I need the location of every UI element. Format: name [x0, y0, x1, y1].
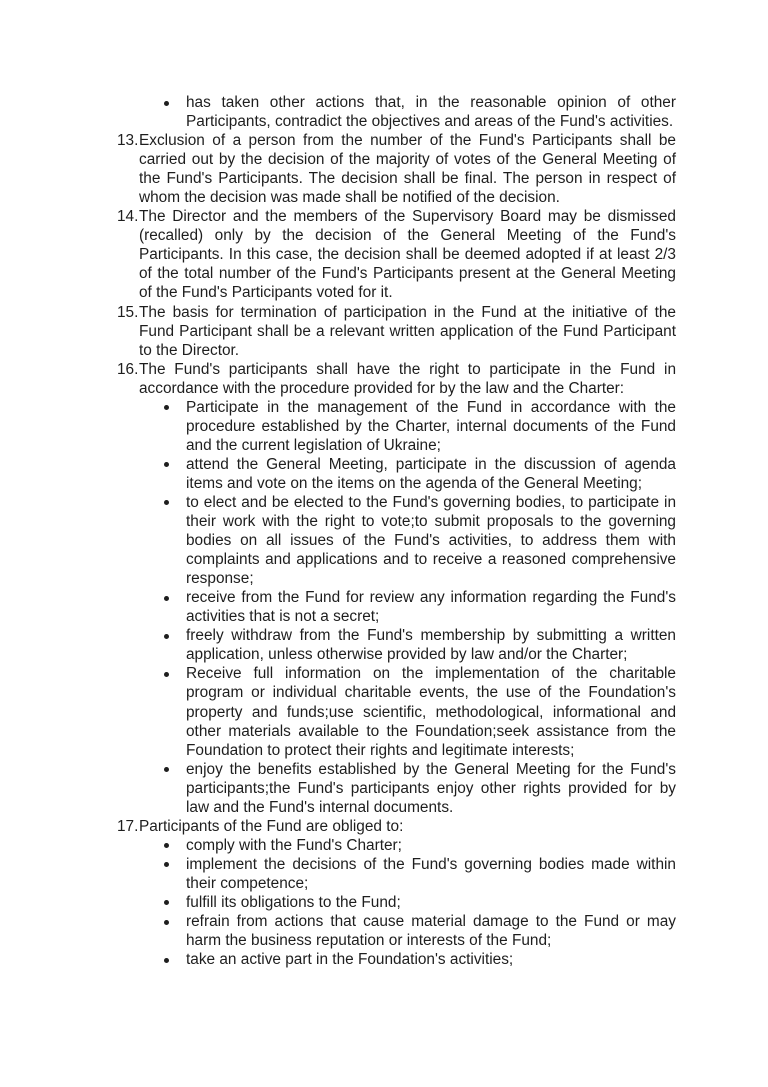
bullet-icon	[164, 462, 169, 467]
clause-number: 16.	[117, 360, 139, 378]
list-item	[139, 664, 676, 759]
list-item	[139, 950, 676, 969]
list-item	[139, 855, 676, 893]
clause-text: The Director and the members of the Supervisory Board may be dismissed (recalled) only by the decision of the General Meeting of the Fund's Participants. In this case, the decision shall be deemed adopted if at least 2/3 of the total number of the Fund's Participants present at the General Meeting of the Fund's Participants voted for it.	[139, 208, 676, 302]
list-item	[139, 836, 676, 855]
clause-16	[117, 360, 676, 817]
document-page	[117, 93, 676, 969]
clause-number: 17.	[117, 817, 139, 835]
clause-15	[117, 303, 676, 360]
bullet-text: attend the General Meeting, participate in the discussion of agenda items and vote on the items on the agenda of the General Meeting;	[186, 455, 676, 492]
leading-bullet-list	[117, 93, 676, 131]
bullet-icon	[164, 843, 169, 848]
clause-text: Exclusion of a person from the number of the Fund's Participants shall be carried out by the decision of the majority of votes of the General Meeting of the Fund's Participants. The decision shall be final. The person in respect of whom the decision was made shall be notified of the decision.	[139, 132, 676, 207]
clause-text: Participants of the Fund are obliged to:	[139, 817, 404, 835]
clause-number: 13.	[117, 132, 139, 150]
bullet-text: receive from the Fund for review any information regarding the Fund's activities that is not a secret;	[186, 589, 676, 626]
rights-bullet-list	[139, 398, 676, 817]
list-item	[139, 455, 676, 493]
clause-number: 14.	[117, 208, 139, 226]
list-item	[139, 626, 676, 664]
list-item	[139, 588, 676, 626]
list-item	[117, 93, 676, 131]
clause-14	[117, 207, 676, 302]
bullet-icon	[164, 862, 169, 867]
clause-13	[117, 131, 676, 207]
bullet-icon	[164, 596, 169, 601]
bullet-icon	[164, 958, 169, 963]
bullet-text: to elect and be elected to the Fund's governing bodies, to participate in their work with the right to vote;to submit proposals to the governing bodies on all issues of the Fund's activities, to address them with complaints and applications and to receive a reasoned comprehensive response;	[186, 493, 676, 588]
list-item	[139, 398, 676, 455]
clause-number: 15.	[117, 303, 139, 321]
bullet-text: has taken other actions that, in the reasonable opinion of other Participants, contradict the objectives and areas of the Fund's activities.	[186, 94, 676, 131]
bullet-text: comply with the Fund's Charter;	[186, 836, 402, 854]
bullet-icon	[164, 920, 169, 925]
bullet-icon	[164, 634, 169, 639]
bullet-icon	[164, 101, 169, 106]
obligations-bullet-list	[139, 836, 676, 969]
bullet-icon	[164, 405, 169, 410]
bullet-icon	[164, 767, 169, 772]
bullet-icon	[164, 500, 169, 505]
bullet-text: implement the decisions of the Fund's governing bodies made within their competence;	[186, 855, 676, 892]
bullet-text: refrain from actions that cause material damage to the Fund or may harm the business reputation or interests of the Fund;	[186, 913, 676, 950]
clause-text: The basis for termination of participation in the Fund at the initiative of the Fund Participant shall be a relevant written application of the Fund Participant to the Director.	[139, 303, 676, 359]
bullet-text: freely withdraw from the Fund's membership by submitting a written application, unless otherwise provided by law and/or the Charter;	[186, 627, 676, 664]
bullet-icon	[164, 672, 169, 677]
bullet-icon	[164, 900, 169, 905]
list-item	[139, 493, 676, 588]
list-item	[139, 912, 676, 950]
list-item	[139, 893, 676, 912]
bullet-text: Participate in the management of the Fund in accordance with the procedure established by the Charter, internal documents of the Fund and the current legislation of Ukraine;	[186, 398, 676, 454]
bullet-text: take an active part in the Foundation's activities;	[186, 951, 514, 969]
list-item	[139, 760, 676, 817]
bullet-text: Receive full information on the implementation of the charitable program or individual charitable events, the use of the Foundation's property and funds;use scientific, methodological, informational and other materials available to the Foundation;seek assistance from the Foundation to protect their rights and legitimate interests;	[186, 665, 676, 759]
bullet-text: enjoy the benefits established by the General Meeting for the Fund's participants;the Fund's participants enjoy other rights provided for by law and the Fund's internal documents.	[186, 760, 676, 816]
bullet-text: fulfill its obligations to the Fund;	[186, 893, 401, 911]
clause-17	[117, 817, 676, 969]
clause-text: The Fund's participants shall have the right to participate in the Fund in accordance with the procedure provided for by the law and the Charter:	[139, 360, 676, 397]
